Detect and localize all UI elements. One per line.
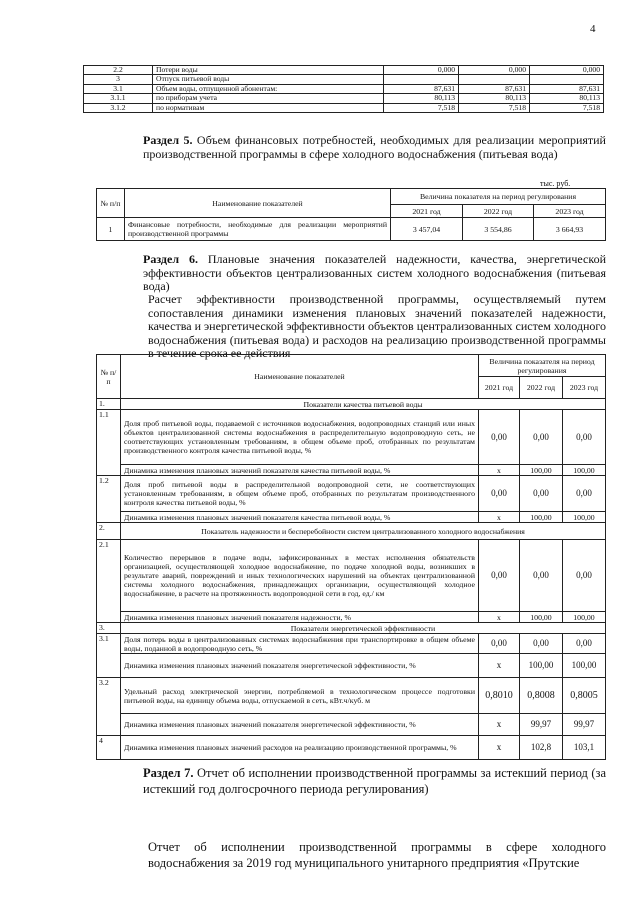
section-5-heading — [96, 134, 606, 161]
value-2022: 3 554,86 — [463, 218, 534, 241]
value-2021: 0,00 — [479, 634, 520, 654]
value-2021: x — [479, 612, 520, 623]
value-2021: 3 457,04 — [391, 218, 463, 241]
value-2022: 100,00 — [520, 612, 563, 623]
col-name-header: Наименование показателей — [125, 189, 391, 218]
year-2021-header: 2021 год — [391, 205, 463, 218]
value-2021: x — [479, 465, 520, 476]
section-title: Показатели качества питьевой воды — [121, 399, 606, 410]
value-2023: 100,00 — [563, 654, 606, 678]
page-number: 4 — [590, 23, 596, 35]
value-2021: x — [479, 654, 520, 678]
water-supply-table — [83, 65, 604, 113]
units-label: тыс. руб. — [540, 179, 571, 188]
row-number: 2.1 — [97, 540, 121, 623]
row-number: 1.1 — [97, 410, 121, 476]
row-name: Количество перерывов в подаче воды, зафиксированных в местах исполнения обязательств организацией, осуществляющей холодное водоснабжение, по подаче холодной воды, возникших в результате аварий, повреждений и иных технологических нарушений на объектах централизованной системы холодного водоснабжения, принадлежащих организации, осуществляющей холодное водоснабжение, в расчете на протяженность водопроводной сети в год, ед./ км — [121, 540, 479, 612]
value-2022: 7,518 — [459, 103, 530, 112]
value-2021: 0,00 — [479, 540, 520, 612]
table-row — [97, 410, 606, 465]
row-name: Объем воды, отпущенной абонентам: — [153, 84, 384, 93]
value-2023: 99,97 — [563, 714, 606, 736]
row-number: 3.2 — [97, 678, 121, 736]
period-header: Величина показателя на период регулирования — [391, 189, 606, 205]
section-6-heading — [96, 253, 606, 294]
row-name: Динамика изменения плановых значений расходов на реализацию производственной программы, % — [121, 736, 479, 760]
section-number: 3. — [97, 623, 121, 634]
indicators-table — [96, 354, 606, 760]
value-2023: 100,00 — [563, 612, 606, 623]
value-2023 — [530, 75, 604, 84]
row-number: 3.1.2 — [84, 103, 153, 112]
value-2021: 0,00 — [479, 410, 520, 465]
value-2022: 102,8 — [520, 736, 563, 760]
value-2023: 100,00 — [563, 512, 606, 523]
row-name: Удельный расход электрической энергии, потребляемой в технологическом процессе подготовки питьевой воды, на единицу объема воды, отпускаемой в сеть, кВт.ч/куб. м — [121, 678, 479, 714]
value-2021: 0,8010 — [479, 678, 520, 714]
value-2023: 0,00 — [563, 634, 606, 654]
row-name: Динамика изменения плановых значений показателя качества питьевой воды, % — [121, 465, 479, 476]
row-name: Доля потерь воды в централизованных системах водоснабжения при транспортировке в общем объеме воды, поданной в водопроводную сеть, % — [121, 634, 479, 654]
table-row — [84, 75, 604, 84]
row-number: 3.1 — [84, 84, 153, 93]
value-2022: 100,00 — [520, 465, 563, 476]
section-6-text: Плановые значения показателей надежности, качества, энергетической эффективности объектов централизованных систем холодного водоснабжения (питьевая вода) — [143, 252, 606, 293]
table-row — [97, 465, 606, 476]
table-row — [97, 736, 606, 760]
value-2022: 87,631 — [459, 84, 530, 93]
value-2023: 0,000 — [530, 66, 604, 75]
value-2022: 100,00 — [520, 654, 563, 678]
year-2022-header: 2022 год — [520, 377, 563, 399]
value-2023: 87,631 — [530, 84, 604, 93]
table-row — [97, 654, 606, 678]
row-name: Динамика изменения плановых значений показателя энергетической эффективности, % — [121, 714, 479, 736]
value-2021: x — [479, 736, 520, 760]
value-2022: 0,00 — [520, 476, 563, 512]
col-name-header: Наименование показателей — [121, 355, 479, 399]
row-name: Финансовые потребности, необходимые для реализации мероприятий производственной программы — [125, 218, 391, 241]
table-row — [97, 512, 606, 523]
table-row — [97, 634, 606, 654]
value-2023: 0,00 — [563, 410, 606, 465]
col-num-header: № п/п — [97, 189, 125, 218]
value-2021 — [384, 75, 459, 84]
year-2023-header: 2023 год — [563, 377, 606, 399]
year-2023-header: 2023 год — [534, 205, 606, 218]
value-2021: 80,113 — [384, 94, 459, 103]
value-2022: 80,113 — [459, 94, 530, 103]
value-2021: 87,631 — [384, 84, 459, 93]
row-number: 3.1.1 — [84, 94, 153, 103]
row-name: по приборам учета — [153, 94, 384, 103]
table-row — [97, 678, 606, 714]
value-2021: 7,518 — [384, 103, 459, 112]
section-6-paragraph — [96, 293, 606, 361]
value-2023: 7,518 — [530, 103, 604, 112]
section-row — [97, 523, 606, 540]
row-name: Отпуск питьевой воды — [153, 75, 384, 84]
section-7-heading — [96, 766, 606, 797]
table-row — [97, 476, 606, 512]
value-2023: 0,00 — [563, 540, 606, 612]
section-row — [97, 399, 606, 410]
value-2023: 103,1 — [563, 736, 606, 760]
row-name: Доля проб питьевой воды в распределительной водопроводной сети, не соответствующих установленным требованиям, в общем объеме проб, отобранных по результатам производственного контроля качества питьевой воды, % — [121, 476, 479, 512]
row-name: Потери воды — [153, 66, 384, 75]
value-2021: 0,00 — [479, 476, 520, 512]
section-number: 1. — [97, 399, 121, 410]
row-number: 3.1 — [97, 634, 121, 678]
value-2022 — [459, 75, 530, 84]
value-2022: 0,00 — [520, 634, 563, 654]
section-title: Показатель надежности и бесперебойности систем централизованного холодного водоснабжения — [121, 523, 606, 540]
value-2022: 0,000 — [459, 66, 530, 75]
value-2022: 0,8008 — [520, 678, 563, 714]
row-number: 3 — [84, 75, 153, 84]
table-row — [97, 218, 606, 241]
value-2023: 3 664,93 — [534, 218, 606, 241]
value-2022: 100,00 — [520, 512, 563, 523]
table-row — [97, 714, 606, 736]
section-7-label: Раздел 7. — [143, 766, 194, 780]
year-2022-header: 2022 год — [463, 205, 534, 218]
section-title: Показатели энергетической эффективности — [121, 623, 606, 634]
row-name: Динамика изменения плановых значений показателя надежности, % — [121, 612, 479, 623]
row-name: Динамика изменения плановых значений показателя энергетической эффективности, % — [121, 654, 479, 678]
value-2023: 0,00 — [563, 476, 606, 512]
row-name: по нормативам — [153, 103, 384, 112]
value-2023: 0,8005 — [563, 678, 606, 714]
section-5-label: Раздел 5. — [143, 133, 193, 147]
section-7-text: Отчет об исполнении производственной программы за истекший период (за истекший год долгосрочного периода регулирования) — [143, 766, 606, 796]
value-2022: 0,00 — [520, 540, 563, 612]
row-number: 1.2 — [97, 476, 121, 523]
financial-needs-table — [96, 188, 606, 241]
table-row — [97, 540, 606, 612]
section-number: 2. — [97, 523, 121, 540]
year-2021-header: 2021 год — [479, 377, 520, 399]
section-6-label: Раздел 6. — [143, 252, 198, 266]
value-2023: 80,113 — [530, 94, 604, 103]
row-number: 1 — [97, 218, 125, 241]
paragraph-text: Отчет об исполнении производственной программы в сфере холодного водоснабжения за 2019 год муниципального унитарного предприятия «Прутские — [148, 840, 606, 870]
row-number: 4 — [97, 736, 121, 760]
row-number: 2.2 — [84, 66, 153, 75]
value-2022: 99,97 — [520, 714, 563, 736]
section-row — [97, 623, 606, 634]
row-name: Динамика изменения плановых значений показателя качества питьевой воды, % — [121, 512, 479, 523]
report-paragraph — [96, 840, 606, 871]
table-row — [97, 612, 606, 623]
col-num-header: № п/п — [97, 355, 121, 399]
value-2021: 0,000 — [384, 66, 459, 75]
table-row — [84, 94, 604, 103]
section-5-text: Объем финансовых потребностей, необходимых для реализации мероприятий производственной программы в сфере холодного водоснабжения (питьевая вода) — [143, 133, 606, 161]
value-2021: x — [479, 714, 520, 736]
value-2021: x — [479, 512, 520, 523]
table-row — [84, 103, 604, 112]
row-name: Доля проб питьевой воды, подаваемой с источников водоснабжения, водопроводных станций или иных объектов централизованной системы водоснабжения в распределительную водопроводную сеть, не соответствующих установленным требованиям, в общем объеме проб, отобранных по результатам производственного контроля качества питьевой воды, % — [121, 410, 479, 465]
period-header: Величина показателя на период регулирования — [479, 355, 606, 377]
paragraph-text: Расчет эффективности производственной программы, осуществляемый путем сопоставления динамики изменения плановых значений показателей надежности, качества и энергетической эффективности объектов централизованных систем холодного водоснабжения (питьевая вода) и расходов на реализацию производственной программы в течение срока ее действия — [148, 292, 606, 360]
value-2023: 100,00 — [563, 465, 606, 476]
value-2022: 0,00 — [520, 410, 563, 465]
